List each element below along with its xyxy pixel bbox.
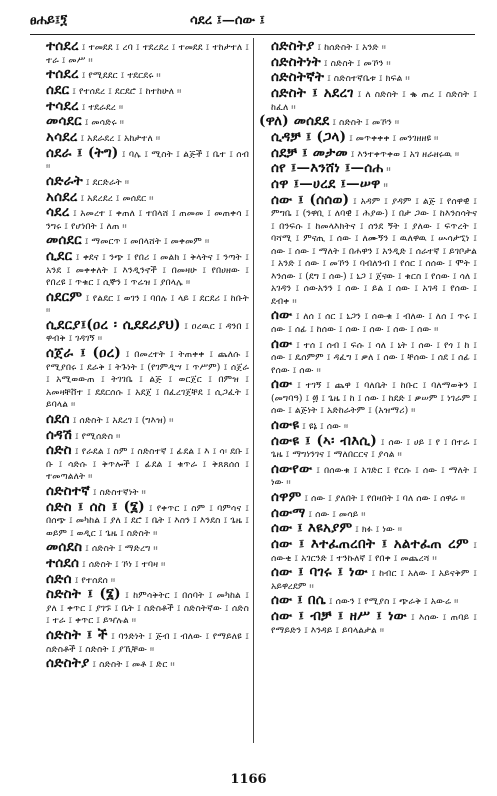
entry-definition: ፤ አደረደረ ፤ መሰደር ፡፡	[80, 192, 154, 204]
entry-headword: ሰዋ ፤—ሀረደ ፤—ሠዋ	[271, 176, 381, 192]
entry-definition: ፤ አዳም ፤ ያዳም ፤ ልጅ ፤ የሰዋዊ ፤ ምግቤ ፤ (ንዋቢ ፤ ለባዊ ፤ ሕያው) ፤ በታ ጋው ፤ ከእንስሳትና ፤ በንፍሱ ፤ ከመላእክትና ፤ ሰንደ ኝት ፤ ያለው ፤ ፍጥረት ፤ ባሻሚ ፤ ምናጢ ፤ ሰው ፤ ለሙኝን ፤ ዉለዋዉ ፤ ሡሳታኚነ ፤ ሰው ፤ ሰው ፤ ማለት ፤ በሐዋን ፤ አንዲድ ፤ ሰራተኛ ፤ ይገቦታል ፤ አንድ ፤ ሰው ፤ መኾን ፤ ባብለንብ ፤ የሰር ፤ ሰሰው ፤ ሞት ፤ እንሰው ፤ (ደግ ፤ ሰው) ፤ ኒጋ ፤ ጀናው ፤ ቁርስ ፤ የሰው ፤ ሳለ ፤ አገዳን ፤ ሰውአንን ፤ ሰው ፤ ይል ፤ ሰው ፤ አገዳ ፤ የሰው ፤ ደብቀ ፡፡	[271, 195, 477, 307]
entry-headword: ሰድሰ	[46, 570, 72, 587]
entry-headword: ሲዳቻ ፤ (ጋላ)	[271, 128, 347, 145]
entry-headword: ሰጀራ ፤ (ዐረ)	[46, 345, 121, 362]
dictionary-entry	[259, 71, 477, 86]
entry-headword: ሰየ ፤—እንሸነ ፤—ሰሐ	[271, 160, 384, 177]
dictionary-entry	[259, 416, 477, 434]
dictionary-entry	[30, 188, 249, 206]
entry-definition: ፤ የቀጥር ፤ ስም ፤ ባምሳና ፤ በሰጭ ፤ መካከል ፤ ያለ ፤ ደሮ ፤ ቤት ፤ እስን ፤ እንደስ ፤ ጌዜ ፤ ወይም ፤ ወዲር ፤ ጌዜ ፤ ስድስት ፡፡	[46, 502, 249, 539]
entry-headword: ሰደሰ	[46, 410, 70, 427]
dictionary-entry	[30, 97, 249, 115]
dictionary-entry	[259, 335, 477, 378]
entry-definition: ፤ ስድስተኛነት ፡፡	[92, 486, 146, 498]
entry-definition: ፤ ስድስት ፤ መቶ ፤ ድር ፡፡	[92, 659, 175, 671]
entry-definition: ፤ ቀደና ፤ ንጭ ፤ የበሪ ፤ መልክ ፤ ቅላትና ፤ ንጣት ፤ አንደ ፤ መቀቀለት ፤ እንዲንኖች ፤ በመዛሁ ፤ የበሀዘው ፤ የበረዩ ፤ ጥቁር ፤ ሲኞን ፤ ጥሬዝ ፤ ያበላሌ ፡፡	[46, 252, 249, 289]
entry-headword: ሰው	[271, 376, 293, 393]
entry-headword: ሰደር	[46, 81, 70, 98]
entry-headword: ሰው ፤ ብቻ ፤ ዘሥ ፤ ነው	[271, 608, 407, 625]
dictionary-entry	[30, 172, 249, 190]
dictionary-entry	[259, 566, 477, 593]
entry-definition: ፤ መሳድሩ ፡፡	[84, 117, 124, 129]
entry-definition: ፤ በመረተት ፤ ትጠቀቀ ፤ ጨለሱ ፤ የሚያበሩ ፤ ደራቅ ፤ ትጉነት ፤ (የገምዲሣ ፤ ጥሥም) ፤ ሰጀራ ፤ አሚወውጠ ፤ ትገገቤ ፤ ልጅ ፤ ወርጀር ፤ በምዝ ፤ አመዛቸቨተ ፤ ደደርሰሱ ፤ አደጀ ፤ በፈረገጀቸደ ፤ ሲጋፈት ፤ ይባላል ፡፡	[46, 349, 249, 411]
entry-headword: ሰው ፤ (ሰሰወ)	[271, 191, 350, 208]
dictionary-entry	[30, 482, 249, 500]
header-guide-words: ሳደረ ፤—ሰው ፤	[190, 13, 265, 28]
entry-definition: ፤ የሚሰድስ ፡፡	[74, 430, 121, 442]
entry-definition: ፤ ባሌ ፤ ሚስት ፤ ልጅች ፤ ቤተ ፤ ሰብ ፡፡	[46, 148, 249, 173]
dictionary-entry	[30, 629, 249, 656]
entry-headword: ሳደረ	[46, 204, 70, 221]
page-number: 1166	[230, 772, 267, 787]
entry-headword: ሰውዩ	[271, 416, 300, 433]
dictionary-entry	[30, 347, 249, 412]
entry-headword: ሰድስት ፤ ች	[46, 627, 108, 643]
entry-definition: ፤ የራደል ፤ ስም ፤ ስድስተኛ ፤ ፊደል ፤ እ ፤ ሳ፡ ደቡ ፤ ቡ ፤ ሳድሱ ፤ ቅጥሎች ፤ ፊደል ፤ ቁጥራ ፤ ቅጸጸሰሰ ፤ ተመጣልለት ፡፡	[46, 446, 249, 483]
entry-definition: ፡፡	[386, 164, 391, 176]
entry-definition: ፤ ደርድራት ፡፡	[85, 176, 130, 188]
dictionary-entry	[259, 522, 477, 537]
entry-definition: ፤ ማመርጥ ፤ መበላሸት ፤ መቀመም ፡፡	[84, 236, 210, 248]
entry-headword: ስድስት ፤ (፮)	[46, 586, 121, 603]
entry-definition: ፤ ስድስት ፤ መኾን ፡፡	[332, 117, 400, 129]
dictionary-entry	[30, 570, 249, 588]
entry-definition: ፡፡	[383, 180, 388, 191]
dictionary-entry	[30, 250, 249, 290]
entry-headword: ተሰደረ	[46, 40, 79, 54]
entry-definition: ፤ ሰውቂ ፤ አገርንድ ፤ ተንኩለኛ ፤ የበቀ ፤ መጨረሻ ፡፡	[271, 540, 477, 564]
dictionary-entry	[259, 191, 477, 309]
entry-headword: (ዋለ) መሰደደ	[259, 113, 330, 130]
dictionary-entry	[259, 610, 477, 637]
right-column	[259, 40, 477, 745]
entry-headword: ሰድስትያ	[46, 655, 90, 672]
entry-headword: መሰደር	[46, 232, 82, 249]
dictionary-entry	[30, 115, 249, 130]
entry-headword: አሰደረ	[46, 188, 78, 205]
entry-headword: ሰድስትያ	[271, 40, 315, 54]
entry-headword: መሳደር	[46, 113, 82, 130]
dictionary-entry	[259, 594, 477, 609]
entry-headword: ሰድስ ፤ ሰስ ፤ (፮)	[46, 498, 145, 515]
entry-definition: ፤ ሰድስት ፤ አደረገ ፤ (ግእዝ) ፡፡	[72, 414, 174, 426]
entry-definition: ፤ ዩኔ ፤ ሰው ፡፡	[302, 420, 349, 432]
dictionary-entry	[30, 316, 249, 346]
dictionary-entry	[259, 538, 477, 565]
entry-definition: ፤ የልደር ፤ ወገን ፤ ባበሉ ፤ ላይ ፤ ደርደሪ ፤ ከቡት ፡፡	[46, 292, 249, 317]
entry-headword: ሰው ፤ እተፈጠረበት ፤ አልተፈጠ ረም	[271, 536, 469, 553]
entry-definition: ፤ ባንድነት ፤ ጅብ ፤ ብለው ፤ የማይለዩ ፤ ስድስቶች ፤ ስድስት ፤ ያኺቸው ፡፡	[46, 631, 249, 655]
dictionary-entry	[30, 81, 249, 99]
running-header	[30, 10, 475, 34]
left-column	[30, 40, 249, 745]
entry-headword: ሰደርም	[46, 288, 83, 305]
entry-definition: ፤ ከሰድስት ፤ አንድ ፡፡	[317, 42, 386, 53]
entry-definition: ፤ የተሰደሰ ፡፡	[74, 574, 116, 586]
dictionary-entry	[30, 410, 249, 428]
dictionary-entry	[30, 206, 249, 233]
entry-headword: ሰድስትኛት	[271, 69, 325, 86]
entry-headword: ሰድራት	[46, 172, 83, 189]
entry-definition: ፤ ስድስተኛቤቱ ፤ ክፍል ፡፡	[327, 73, 410, 85]
entry-definition: ፤ ተመደደ ፤ ረባ ፤ ተደረደረ ፤ ተመደደ ፤ ተከታተለ ፤ ተራ ፤ መሥ ፡፡	[46, 42, 249, 66]
dictionary-entry	[259, 128, 477, 146]
dictionary-entry	[30, 588, 249, 628]
dictionary-entry	[259, 491, 477, 506]
entry-headword: ሰዋም	[271, 489, 302, 505]
entry-definition: ፤ ተገኝ ፤ ጨዋ ፤ ባለቤት ፤ ከቡር ፤ ባለማወቅን ፤ (መግባዓ) ፤ ፴ ፤ ጌዜ ፤ ከ ፤ ሰው ፤ ከደድ ፤ ቃሠም ፤ ነገራም ፤ ሰው ፤ ልጅነት ፤ አድከራትም ፤ (አዝማሪ) ፡፡	[271, 380, 477, 417]
header-rule	[30, 34, 475, 35]
entry-definition: ፤ ሰው ፤ ያለበት ፤ የበዛበት ፤ ባለ ሰው ፤ ሰዋራ ፡፡	[304, 493, 466, 504]
entry-definition: ፤ የሚደደር ፤ ተደርደሩ ፡፡	[81, 70, 161, 82]
entry-headword: ሰው ፤ ባገሩ ፤ ነው	[271, 564, 368, 581]
dictionary-entry	[259, 115, 477, 130]
entry-definition: ፤ ሰውን ፤ የሚያስ ፤ ጭራቅ ፤ አውሬ ፡፡	[328, 596, 459, 608]
dictionary-entry	[30, 541, 249, 556]
entry-definition: ፤ ተሰ ፤ ሰብ ፤ ፍሱ ፤ ሳለ ፤ ኒት ፤ ሰው ፤ የጎ ፤ ከ ፤ ሰው ፤ ዴሰምም ፤ ዳፈግ ፤ ቃለ ፤ ሰው ፤ ቸሰው ፤ ሰደ ፤ ሰፊ ፤ የሰው ፤ ሰው ፡፡	[271, 339, 477, 376]
entry-definition: ፤ መጥቀቀቀ ፤ መንገዘዘዩ ፡፡	[349, 132, 439, 144]
entry-definition: ፤ እንተቀጥቀወ ፤ አገ ዘራዘሩዉ ፡፡	[350, 148, 460, 160]
entry-headword: ተሳደረ	[46, 97, 79, 114]
entry-definition: ፤ ሰድስት ፤ ኾነ ፤ ተባዛ ፡፡	[82, 558, 166, 570]
entry-definition: ፤ ለ ስድስት ፤ ቈ ጠረ ፤ ስድስት ፤ ከፈለ ፡፡	[271, 89, 477, 113]
dictionary-entry	[259, 53, 477, 71]
dictionary-entry	[30, 498, 249, 541]
dictionary-entry	[30, 444, 249, 484]
dictionary-entry	[259, 144, 477, 162]
dictionary-entry	[259, 504, 477, 522]
dictionary-entry	[259, 162, 477, 177]
entry-headword: ሰውማ	[271, 504, 306, 521]
column-divider	[253, 38, 254, 743]
entry-definition: ፤ ለሰ ፤ ሰር ፤ ኒጋን ፤ ሰውቁ ፤ ብለው ፤ ለሰ ፤ ጥሩ ፤ ሰው ፤ ሰፊ ፤ ከሰው ፤ ሰው ፤ ሰው ፤ ሰው ፤ ሰው ፡፡	[271, 311, 477, 335]
dictionary-entry	[30, 234, 249, 249]
entry-headword: ሰድስተኛ	[46, 482, 90, 499]
entry-headword: ተሰደሰ	[46, 554, 80, 571]
entry-definition: ፤ ከብር ፤ አለው ፤ አይናቅም ፤ አይዋረደም ፡፡	[271, 568, 477, 592]
entry-headword: መሰደስ	[46, 539, 83, 556]
dictionary-entry	[259, 87, 477, 114]
entry-definition: ፤ ከምሳቅትር ፤ በሰባት ፤ መካከል ፤ ያለ ፤ ቀጥር ፤ ያገኙ ፤ ቤት ፤ ስድስቶች ፤ ስድስትኛው ፤ ሰድስ ፤ ተራ ፤ ቀጥር ፤ ይዣሉል ፡፡	[46, 590, 249, 627]
entry-headword: ሰድስትነት	[271, 53, 321, 70]
entry-headword: ሰደቻ ፤ መታመ	[271, 144, 348, 161]
entry-headword: ተሰደረ	[46, 66, 79, 83]
entry-headword: ሲደር	[46, 248, 73, 265]
entry-definition: ፤ አደራደረ ፤ አከታተለ ፡፡	[80, 132, 161, 144]
dictionary-entry	[30, 144, 249, 174]
entry-headword: ሰው	[271, 307, 293, 324]
entry-definition: ፤ አመረተ ፤ ቀጠለ ፤ ተበላሸ ፤ ጠመመ ፤ መጠቀሳ ፤ ንግሩ ፤ የሆነበት ፤ ለጠ ፡፡	[46, 208, 249, 232]
dictionary-entry	[259, 432, 477, 462]
entry-headword: ሰው	[271, 335, 293, 352]
entry-headword: ሰድስ	[46, 442, 72, 459]
entry-headword: አሳደረ	[46, 128, 78, 145]
dictionary-entry	[259, 309, 477, 336]
dictionary-entry	[30, 426, 249, 444]
dictionary-entry	[30, 40, 249, 67]
entry-definition: ፤ ሰድስት ፤ ማድረግ ፡፡	[85, 543, 158, 555]
entry-definition: ፤ ሰው ፤ መሳይ ፡፡	[308, 508, 366, 520]
entry-definition: ፤ ክፉ ፤ ነው ፡፡	[355, 524, 403, 536]
entry-definition: ፤ ዐረዉር ፤ ዳንበ ፤ ዋብቅ ፤ ገዳገኝ ፡፡	[46, 320, 249, 345]
dictionary-entry	[259, 40, 477, 55]
dictionary-entry	[30, 128, 249, 146]
entry-headword: ሰደራ ፤ (ትግ)	[46, 144, 119, 161]
entry-headword: ሰውዩ ፤ (ኣ፡ ብእሲ)	[271, 432, 378, 449]
entry-definition: ፤ የተሰደረ ፤ ደርደሮ ፤ ከተከሁለ ፡፡	[72, 85, 182, 97]
entry-definition: ፤ እሰው ፤ ጠባይ ፤ የማይድን ፤ እንዳይ ፤ ይባላልታል ፡፡	[271, 612, 477, 636]
entry-headword: ሰው ፤ እዩአያም	[271, 520, 353, 537]
dictionary-entry	[30, 657, 249, 672]
entry-headword: ሰው ፤ በሴ	[271, 592, 326, 609]
header-left-text: ፀሐይ፤፺	[30, 13, 68, 28]
entry-definition: ፤ ተደራደረ ፡፡	[81, 101, 124, 113]
dictionary-entry	[259, 460, 477, 490]
dictionary-entry	[259, 178, 477, 193]
dictionary-entry	[30, 288, 249, 318]
entry-definition: ፤ በሰውቁ ፤ አገድር ፤ የርሱ ፤ ሰው ፤ ማለት ፤ ነው ፡፡	[271, 464, 477, 489]
dictionary-entry	[259, 378, 477, 418]
entry-headword: ሲደርያ፤(ዐረ ፡ ሲደደሪያህ)	[46, 316, 181, 333]
dictionary-entry	[30, 68, 249, 83]
entry-headword: ሰዳሽ	[46, 426, 73, 443]
dictionary-entry	[30, 554, 249, 572]
entry-definition: ፤ ስድስት ፤ መኾን ፡፡	[323, 57, 391, 69]
entry-headword: ሰድስት ፤ አደረገ	[271, 85, 354, 102]
entry-headword: ሰውየው	[271, 460, 313, 477]
entry-definition: ፤ ሰው ፤ ሀይ ፤ የ ፤ በተራ ፤ ጌዜ ፤ ማግነንገና ፤ ማለበርርና ፤ ያሳል ፡፡	[271, 436, 477, 461]
